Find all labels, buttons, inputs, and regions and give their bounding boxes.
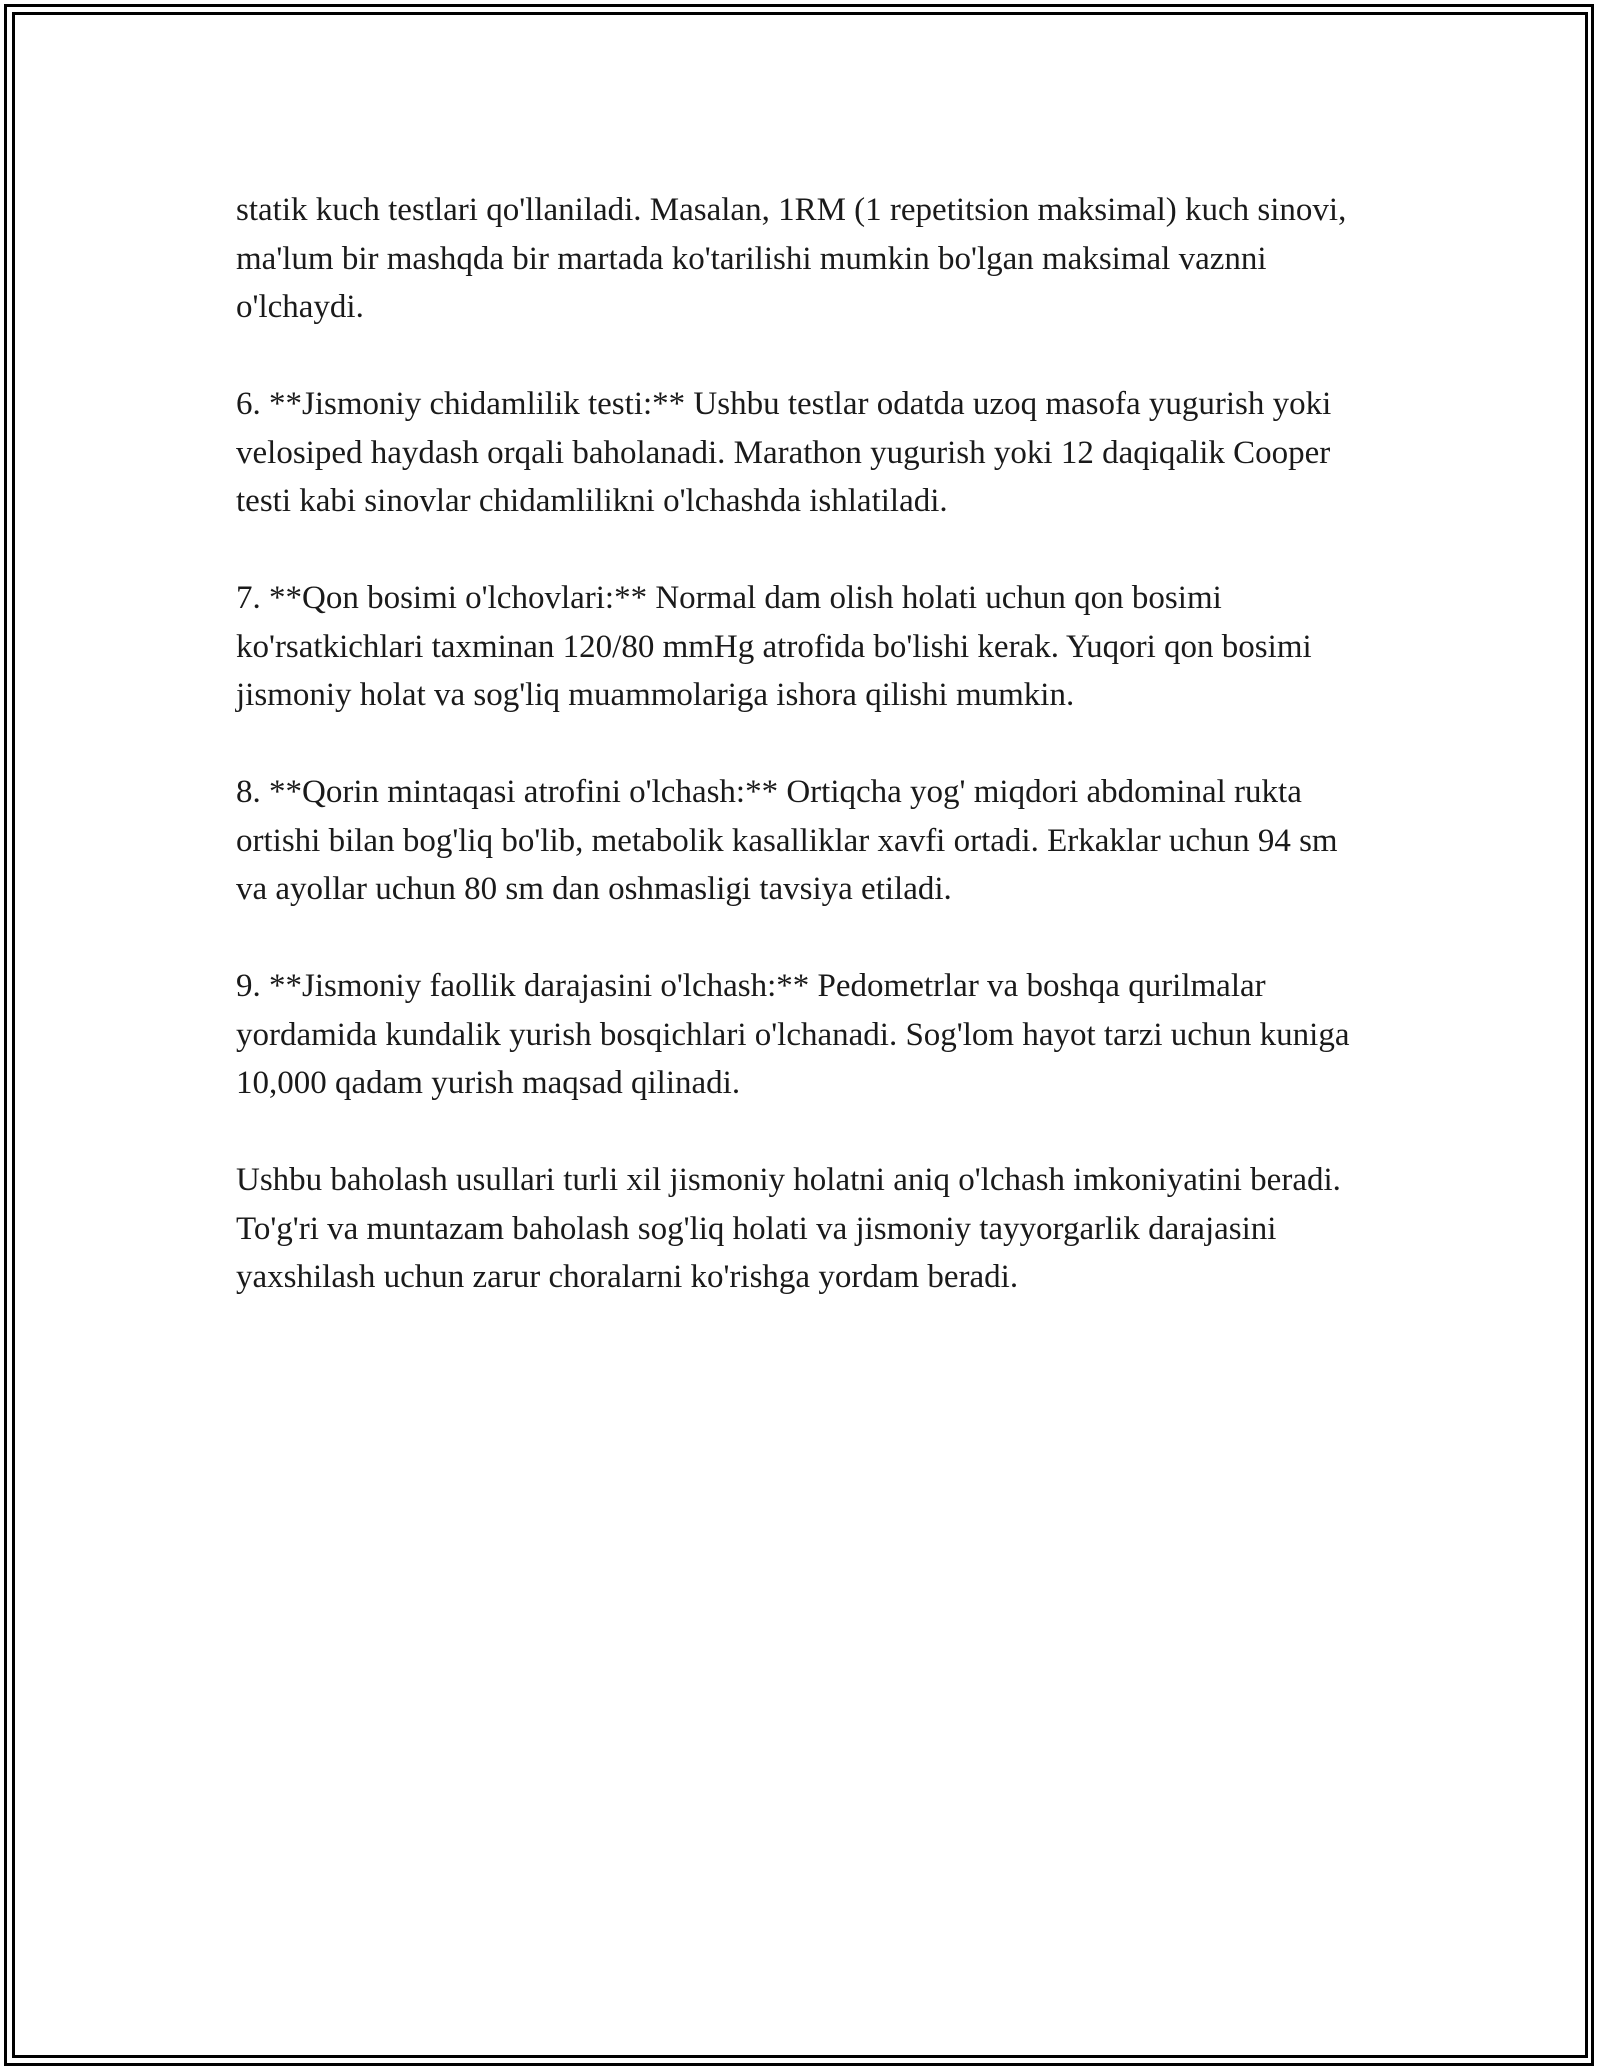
document-body	[236, 186, 1376, 1350]
paragraph-strength-test-continuation: statik kuch testlari qo'llaniladi. Masalan, 1RM (1 repetitsion maksimal) kuch sinovi, ma'lum bir mashqda bir martada ko'tarilishi mumkin bo'lgan maksimal vaznni o'lchaydi.	[236, 192, 1347, 325]
paragraph-blood-pressure: 7. **Qon bosimi o'lchovlari:** Normal dam olish holati uchun qon bosimi ko'rsatkichlari taxminan 120/80 mmHg atrofida bo'lishi kerak. Yuqori qon bosimi jismoniy holat va sog'liq muammolariga ishora qilishi mumkin.	[236, 580, 1312, 713]
paragraph-physical-activity: 9. **Jismoniy faollik darajasini o'lchash:** Pedometrlar va boshqa qurilmalar yordamida kundalik yurish bosqichlari o'lchanadi. Sog'lom hayot tarzi uchun kuniga 10,000 qadam yurish maqsad qilinadi.	[236, 968, 1350, 1101]
paragraph-conclusion: Ushbu baholash usullari turli xil jismoniy holatni aniq o'lchash imkoniyatini beradi. To'g'ri va muntazam baholash sog'liq holati va jismoniy tayyorgarlik darajasini yaxshilash uchun zarur choralarni ko'rishga yordam beradi.	[236, 1162, 1341, 1295]
paragraph-endurance-test: 6. **Jismoniy chidamlilik testi:** Ushbu testlar odatda uzoq masofa yugurish yoki velosiped haydash orqali baholanadi. Marathon yugurish yoki 12 daqiqalik Cooper testi kabi sinovlar chidamlilikni o'lchashda ishlatiladi.	[236, 386, 1332, 519]
paragraph-waist-measurement: 8. **Qorin mintaqasi atrofini o'lchash:** Ortiqcha yog' miqdori abdominal rukta ortishi bilan bog'liq bo'lib, metabolik kasalliklar xavfi ortadi. Erkaklar uchun 94 sm va ayollar uchun 80 sm dan oshmasligi tavsiya etiladi.	[236, 774, 1338, 907]
